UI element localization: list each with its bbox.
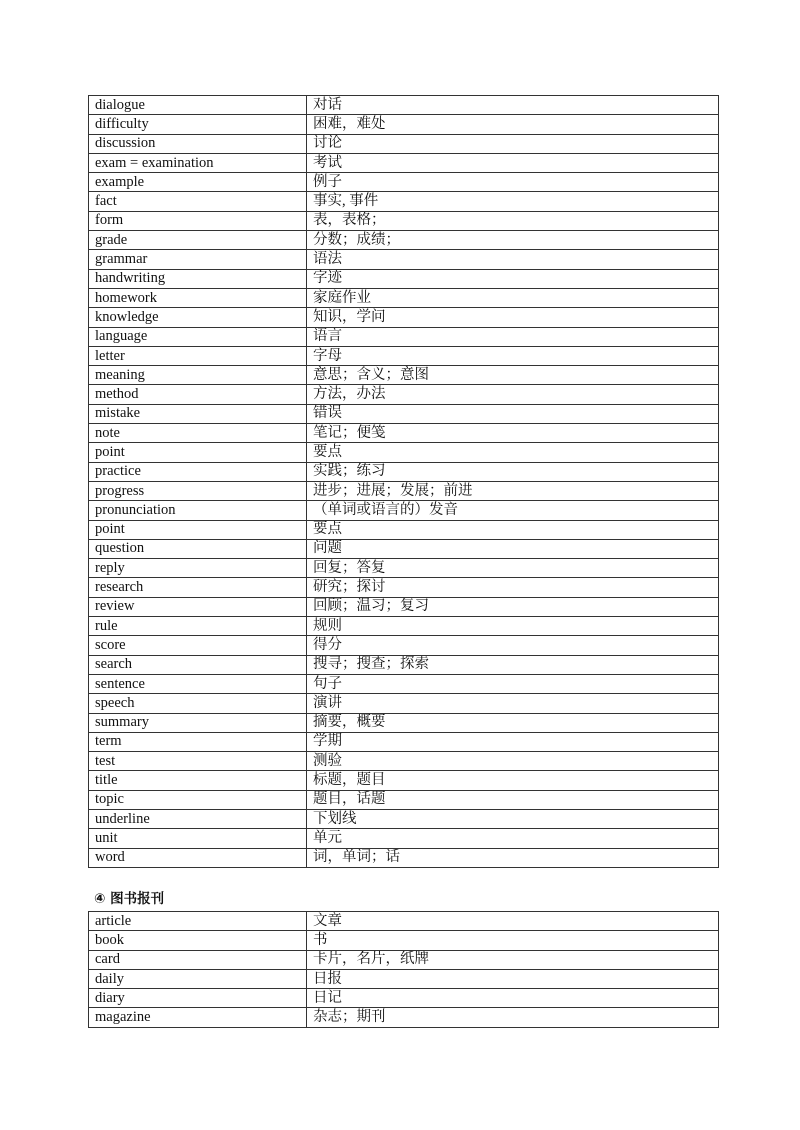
english-word-cell: magazine xyxy=(89,1008,307,1027)
chinese-meaning-cell: 实践；练习 xyxy=(307,462,719,481)
table-row xyxy=(89,674,719,693)
chinese-meaning-cell: 对话 xyxy=(307,96,719,115)
english-word-cell: topic xyxy=(89,790,307,809)
chinese-meaning-cell: 单元 xyxy=(307,829,719,848)
chinese-meaning-cell: 测验 xyxy=(307,752,719,771)
table-row xyxy=(89,269,719,288)
table-row xyxy=(89,346,719,365)
table-row xyxy=(89,912,719,931)
table-row xyxy=(89,771,719,790)
chinese-meaning-cell: 研究；探讨 xyxy=(307,578,719,597)
table-row xyxy=(89,424,719,443)
table-row xyxy=(89,231,719,250)
chinese-meaning-cell: 例子 xyxy=(307,173,719,192)
table-row xyxy=(89,1008,719,1027)
chinese-meaning-cell: 杂志；期刊 xyxy=(307,1008,719,1027)
chinese-meaning-cell: 日记 xyxy=(307,989,719,1008)
english-word-cell: research xyxy=(89,578,307,597)
table-row xyxy=(89,931,719,950)
english-word-cell: meaning xyxy=(89,366,307,385)
english-word-cell: mistake xyxy=(89,404,307,423)
english-word-cell: knowledge xyxy=(89,308,307,327)
english-word-cell: unit xyxy=(89,829,307,848)
chinese-meaning-cell: 演讲 xyxy=(307,694,719,713)
english-word-cell: diary xyxy=(89,989,307,1008)
chinese-meaning-cell: 规则 xyxy=(307,617,719,636)
table-row xyxy=(89,969,719,988)
chinese-meaning-cell: 家庭作业 xyxy=(307,288,719,307)
english-word-cell: score xyxy=(89,636,307,655)
chinese-meaning-cell: 学期 xyxy=(307,732,719,751)
table-row xyxy=(89,385,719,404)
chinese-meaning-cell: 困难，难处 xyxy=(307,115,719,134)
table-row xyxy=(89,989,719,1008)
english-word-cell: card xyxy=(89,950,307,969)
table-row xyxy=(89,134,719,153)
chinese-meaning-cell: 字迹 xyxy=(307,269,719,288)
english-word-cell: language xyxy=(89,327,307,346)
table-row xyxy=(89,617,719,636)
chinese-meaning-cell: 要点 xyxy=(307,520,719,539)
chinese-meaning-cell: 问题 xyxy=(307,539,719,558)
english-word-cell: word xyxy=(89,848,307,867)
english-word-cell: search xyxy=(89,655,307,674)
english-word-cell: example xyxy=(89,173,307,192)
table-row xyxy=(89,636,719,655)
table-row xyxy=(89,327,719,346)
chinese-meaning-cell: 笔记；便笺 xyxy=(307,424,719,443)
chinese-meaning-cell: 标题，题目 xyxy=(307,771,719,790)
table-row xyxy=(89,366,719,385)
table-row xyxy=(89,404,719,423)
table-row xyxy=(89,288,719,307)
english-word-cell: grade xyxy=(89,231,307,250)
chinese-meaning-cell: 语言 xyxy=(307,327,719,346)
table-row xyxy=(89,559,719,578)
table-row xyxy=(89,481,719,500)
english-word-cell: underline xyxy=(89,809,307,828)
english-word-cell: progress xyxy=(89,481,307,500)
chinese-meaning-cell: 题目，话题 xyxy=(307,790,719,809)
english-word-cell: method xyxy=(89,385,307,404)
english-word-cell: term xyxy=(89,732,307,751)
chinese-meaning-cell: 回顾；温习；复习 xyxy=(307,597,719,616)
english-word-cell: difficulty xyxy=(89,115,307,134)
english-word-cell: form xyxy=(89,211,307,230)
english-word-cell: review xyxy=(89,597,307,616)
english-word-cell: practice xyxy=(89,462,307,481)
table-row xyxy=(89,462,719,481)
section-heading: ④ 图书报刊 xyxy=(94,891,165,907)
chinese-meaning-cell: 搜寻；搜查；探索 xyxy=(307,655,719,674)
english-word-cell: question xyxy=(89,539,307,558)
chinese-meaning-cell: （单词或语言的）发音 xyxy=(307,501,719,520)
table-row xyxy=(89,443,719,462)
books-vocab-table-body xyxy=(89,912,719,1028)
table-row xyxy=(89,732,719,751)
english-word-cell: article xyxy=(89,912,307,931)
english-word-cell: fact xyxy=(89,192,307,211)
english-word-cell: pronunciation xyxy=(89,501,307,520)
english-word-cell: homework xyxy=(89,288,307,307)
vocab-table-body xyxy=(89,96,719,868)
english-word-cell: grammar xyxy=(89,250,307,269)
table-row xyxy=(89,115,719,134)
table-row xyxy=(89,153,719,172)
chinese-meaning-cell: 考试 xyxy=(307,153,719,172)
english-word-cell: reply xyxy=(89,559,307,578)
english-word-cell: exam = examination xyxy=(89,153,307,172)
table-row xyxy=(89,250,719,269)
chinese-meaning-cell: 语法 xyxy=(307,250,719,269)
chinese-meaning-cell: 分数；成绩； xyxy=(307,231,719,250)
table-row xyxy=(89,520,719,539)
english-word-cell: daily xyxy=(89,969,307,988)
english-word-cell: rule xyxy=(89,617,307,636)
english-word-cell: book xyxy=(89,931,307,950)
table-row xyxy=(89,96,719,115)
chinese-meaning-cell: 文章 xyxy=(307,912,719,931)
chinese-meaning-cell: 句子 xyxy=(307,674,719,693)
table-row xyxy=(89,173,719,192)
chinese-meaning-cell: 卡片，名片，纸牌 xyxy=(307,950,719,969)
table-row xyxy=(89,539,719,558)
table-row xyxy=(89,713,719,732)
english-word-cell: point xyxy=(89,443,307,462)
table-row xyxy=(89,308,719,327)
english-word-cell: speech xyxy=(89,694,307,713)
table-row xyxy=(89,655,719,674)
table-row xyxy=(89,790,719,809)
table-row xyxy=(89,809,719,828)
chinese-meaning-cell: 错误 xyxy=(307,404,719,423)
english-word-cell: note xyxy=(89,424,307,443)
chinese-meaning-cell: 字母 xyxy=(307,346,719,365)
chinese-meaning-cell: 日报 xyxy=(307,969,719,988)
chinese-meaning-cell: 摘要，概要 xyxy=(307,713,719,732)
chinese-meaning-cell: 下划线 xyxy=(307,809,719,828)
table-row xyxy=(89,829,719,848)
english-word-cell: test xyxy=(89,752,307,771)
table-row xyxy=(89,752,719,771)
table-row xyxy=(89,694,719,713)
chinese-meaning-cell: 知识，学问 xyxy=(307,308,719,327)
chinese-meaning-cell: 讨论 xyxy=(307,134,719,153)
table-row xyxy=(89,578,719,597)
table-row xyxy=(89,950,719,969)
english-word-cell: dialogue xyxy=(89,96,307,115)
chinese-meaning-cell: 表，表格； xyxy=(307,211,719,230)
chinese-meaning-cell: 进步；进展；发展；前进 xyxy=(307,481,719,500)
books-vocab-table xyxy=(88,911,719,1028)
chinese-meaning-cell: 词，单词；话 xyxy=(307,848,719,867)
chinese-meaning-cell: 方法，办法 xyxy=(307,385,719,404)
english-word-cell: point xyxy=(89,520,307,539)
chinese-meaning-cell: 事实, 事件 xyxy=(307,192,719,211)
chinese-meaning-cell: 书 xyxy=(307,931,719,950)
chinese-meaning-cell: 回复；答复 xyxy=(307,559,719,578)
english-word-cell: handwriting xyxy=(89,269,307,288)
english-word-cell: title xyxy=(89,771,307,790)
chinese-meaning-cell: 要点 xyxy=(307,443,719,462)
english-word-cell: discussion xyxy=(89,134,307,153)
table-row xyxy=(89,848,719,867)
table-row xyxy=(89,501,719,520)
english-word-cell: summary xyxy=(89,713,307,732)
english-word-cell: sentence xyxy=(89,674,307,693)
table-row xyxy=(89,597,719,616)
chinese-meaning-cell: 得分 xyxy=(307,636,719,655)
chinese-meaning-cell: 意思；含义；意图 xyxy=(307,366,719,385)
vocab-table xyxy=(88,95,719,868)
table-row xyxy=(89,192,719,211)
english-word-cell: letter xyxy=(89,346,307,365)
table-row xyxy=(89,211,719,230)
